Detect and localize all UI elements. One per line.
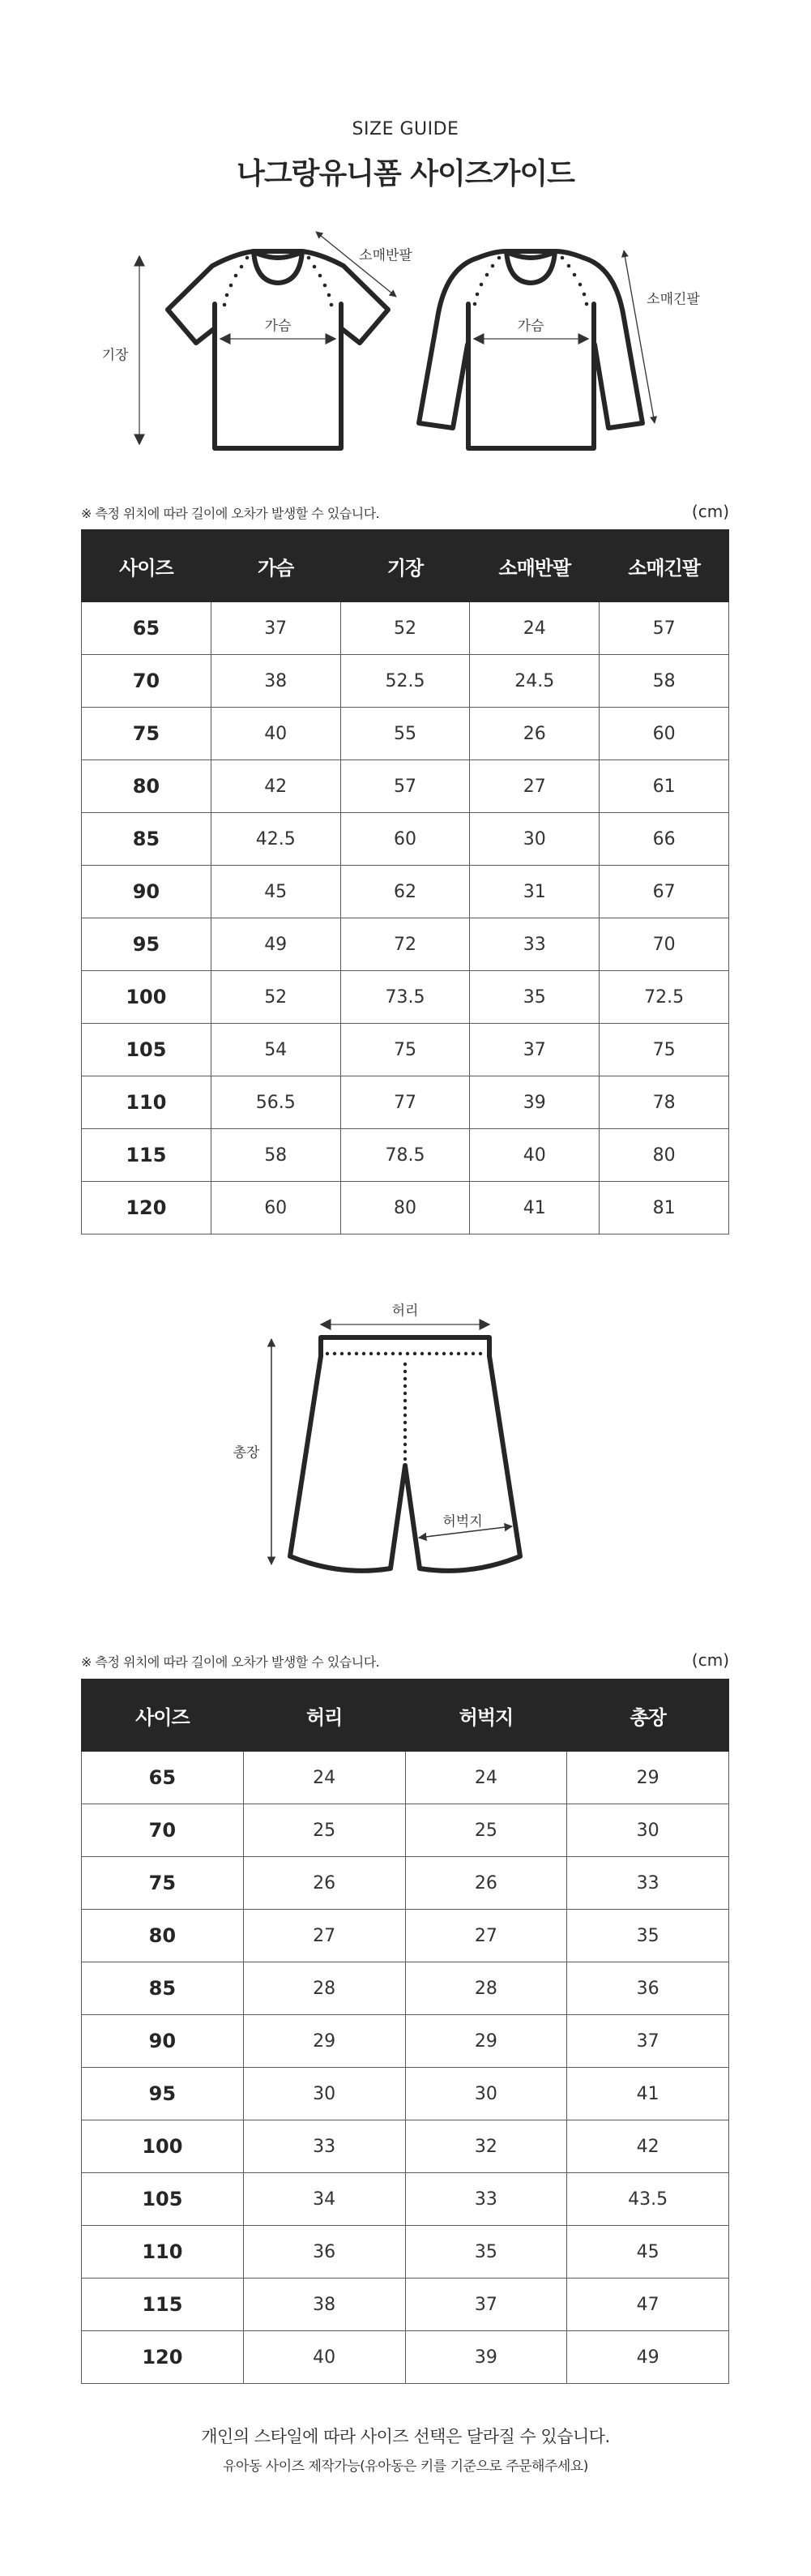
measurement-cell: 61	[600, 760, 729, 813]
size-cell: 70	[82, 655, 211, 708]
measurement-cell: 24	[405, 1752, 567, 1804]
measurement-cell: 67	[600, 866, 729, 918]
size-cell: 110	[82, 1076, 211, 1129]
measurement-cell: 27	[243, 1910, 405, 1962]
measurement-cell: 58	[600, 655, 729, 708]
size-cell: 80	[82, 760, 211, 813]
measurement-cell: 25	[405, 1804, 567, 1857]
measurement-cell: 27	[405, 1910, 567, 1962]
column-header-short-sleeve: 소매반팔	[470, 530, 600, 602]
table-row	[82, 2279, 729, 2331]
measurement-cell: 33	[405, 2173, 567, 2226]
column-header-thigh: 허벅지	[405, 1680, 567, 1752]
measurement-cell: 26	[243, 1857, 405, 1910]
measurement-cell: 78	[600, 1076, 729, 1129]
measurement-cell: 60	[600, 708, 729, 760]
column-header-long-sleeve: 소매긴팔	[600, 530, 729, 602]
measurement-cell: 29	[405, 2015, 567, 2068]
page-title: 나그랑유니폼 사이즈가이드	[237, 157, 574, 190]
measurement-cell: 72	[340, 918, 470, 971]
label-sleeve-short: 소매반팔	[359, 247, 412, 264]
measurement-cell: 34	[243, 2173, 405, 2226]
measurement-cell: 37	[211, 602, 340, 655]
measurement-cell: 36	[567, 1962, 729, 2015]
measurement-cell: 75	[600, 1024, 729, 1076]
measurement-cell: 35	[567, 1910, 729, 1962]
label-chest-short: 가슴	[264, 318, 292, 335]
measurement-cell: 33	[243, 2120, 405, 2173]
measurement-cell: 28	[243, 1962, 405, 2015]
size-cell: 95	[82, 918, 211, 971]
size-cell: 115	[82, 2279, 244, 2331]
measurement-cell: 42	[211, 760, 340, 813]
size-cell: 120	[82, 2331, 244, 2384]
measurement-cell: 45	[211, 866, 340, 918]
size-cell: 70	[82, 1804, 244, 1857]
measurement-cell: 43.5	[567, 2173, 729, 2226]
measurement-cell: 70	[600, 918, 729, 971]
measurement-cell: 37	[470, 1024, 600, 1076]
measurement-cell: 40	[211, 708, 340, 760]
measurement-cell: 40	[470, 1129, 600, 1182]
measurement-cell: 54	[211, 1024, 340, 1076]
measurement-cell: 60	[340, 813, 470, 866]
label-length: 기장	[101, 347, 129, 364]
measurement-cell: 80	[600, 1129, 729, 1182]
measurement-cell: 52	[211, 971, 340, 1024]
measurement-cell: 38	[243, 2279, 405, 2331]
measurement-cell: 33	[567, 1857, 729, 1910]
measurement-cell: 80	[340, 1182, 470, 1235]
measurement-cell: 81	[600, 1182, 729, 1235]
column-header-waist: 허리	[243, 1680, 405, 1752]
table-row	[82, 1962, 729, 2015]
measurement-cell: 75	[340, 1024, 470, 1076]
size-guide-subtitle: SIZE GUIDE	[352, 119, 459, 139]
measurement-cell: 41	[567, 2068, 729, 2120]
measurement-cell: 42.5	[211, 813, 340, 866]
table-row	[82, 1857, 729, 1910]
table-row	[82, 2173, 729, 2226]
measurement-cell: 42	[567, 2120, 729, 2173]
measurement-cell: 30	[243, 2068, 405, 2120]
measurement-cell: 38	[211, 655, 340, 708]
size-cell: 110	[82, 2226, 244, 2279]
measurement-cell: 30	[567, 1804, 729, 1857]
size-cell: 80	[82, 1910, 244, 1962]
measurement-cell: 57	[340, 760, 470, 813]
measurement-cell: 33	[470, 918, 600, 971]
table-row	[82, 2120, 729, 2173]
measurement-cell: 26	[470, 708, 600, 760]
size-cell: 90	[82, 866, 211, 918]
size-cell: 105	[82, 1024, 211, 1076]
measurement-cell: 49	[567, 2331, 729, 2384]
measurement-cell: 39	[470, 1076, 600, 1129]
size-cell: 65	[82, 1752, 244, 1804]
size-cell: 115	[82, 1129, 211, 1182]
measurement-cell: 30	[405, 2068, 567, 2120]
size-cell: 95	[82, 2068, 244, 2120]
column-header-size: 사이즈	[82, 530, 211, 602]
column-header-length: 기장	[340, 530, 470, 602]
waistband-dots	[326, 1352, 482, 1355]
measurement-cell: 60	[211, 1182, 340, 1235]
column-header-chest: 가슴	[211, 530, 340, 602]
measurement-cell: 57	[600, 602, 729, 655]
measurement-cell: 41	[470, 1182, 600, 1235]
measurement-cell: 27	[470, 760, 600, 813]
table-row	[82, 1910, 729, 1962]
measurement-cell: 55	[340, 708, 470, 760]
measurement-cell: 37	[567, 2015, 729, 2068]
measurement-cell: 78.5	[340, 1129, 470, 1182]
measurement-cell: 24.5	[470, 655, 600, 708]
measurement-cell: 72.5	[600, 971, 729, 1024]
measurement-cell: 36	[243, 2226, 405, 2279]
table-row	[82, 1752, 729, 1804]
measurement-cell: 30	[470, 813, 600, 866]
fly-dots	[403, 1363, 407, 1461]
measurement-cell: 49	[211, 918, 340, 971]
measurement-cell: 37	[405, 2279, 567, 2331]
size-cell: 100	[82, 971, 211, 1024]
measurement-cell: 24	[243, 1752, 405, 1804]
measurement-cell: 32	[405, 2120, 567, 2173]
table-row	[82, 2015, 729, 2068]
measurement-cell: 47	[567, 2279, 729, 2331]
measurement-cell: 73.5	[340, 971, 470, 1024]
measurement-cell: 52	[340, 602, 470, 655]
size-cell: 75	[82, 1857, 244, 1910]
label-total-length: 총장	[233, 1444, 260, 1461]
unit-label: (cm)	[691, 502, 729, 521]
label-thigh: 허벅지	[442, 1513, 483, 1530]
size-cell: 120	[82, 1182, 211, 1235]
bottoms-size-table	[81, 1679, 729, 2384]
label-sleeve-long: 소매긴팔	[647, 291, 700, 308]
measurement-cell: 45	[567, 2226, 729, 2279]
measurement-cell: 40	[243, 2331, 405, 2384]
column-header-size: 사이즈	[82, 1680, 244, 1752]
size-cell: 105	[82, 2173, 244, 2226]
measurement-cell: 35	[470, 971, 600, 1024]
measurement-cell: 56.5	[211, 1076, 340, 1129]
label-waist: 허리	[391, 1303, 419, 1320]
measurement-cell: 29	[243, 2015, 405, 2068]
measurement-cell: 35	[405, 2226, 567, 2279]
measurement-cell: 25	[243, 1804, 405, 1857]
size-cell: 85	[82, 813, 211, 866]
table-row	[82, 2068, 729, 2120]
measurement-cell: 29	[567, 1752, 729, 1804]
unit-label-bottom: (cm)	[691, 1650, 729, 1670]
measurement-cell: 58	[211, 1129, 340, 1182]
measurement-cell: 52.5	[340, 655, 470, 708]
measurement-cell: 62	[340, 866, 470, 918]
measurement-cell: 28	[405, 1962, 567, 2015]
measurement-note-bottom: ※ 측정 위치에 따라 길이에 오차가 발생할 수 있습니다.	[81, 1654, 380, 1670]
size-cell: 65	[82, 602, 211, 655]
table-row	[82, 2331, 729, 2384]
table-row	[82, 1804, 729, 1857]
measurement-cell: 26	[405, 1857, 567, 1910]
measurement-cell: 31	[470, 866, 600, 918]
measurement-cell: 24	[470, 602, 600, 655]
table-header-row	[82, 1680, 729, 1752]
measurement-cell: 39	[405, 2331, 567, 2384]
size-cell: 85	[82, 1962, 244, 2015]
size-cell: 100	[82, 2120, 244, 2173]
column-header-total-length: 총장	[567, 1680, 729, 1752]
footer-kids-note: 유아동 사이즈 제작가능(유아동은 키를 기준으로 주문해주세요)	[223, 2458, 588, 2475]
footer-style-note: 개인의 스타일에 따라 사이즈 선택은 달라질 수 있습니다.	[201, 2427, 610, 2446]
table-row	[82, 2226, 729, 2279]
size-cell: 75	[82, 708, 211, 760]
measurement-cell: 77	[340, 1076, 470, 1129]
size-cell: 90	[82, 2015, 244, 2068]
label-chest-long: 가슴	[517, 318, 544, 335]
measurement-cell: 66	[600, 813, 729, 866]
measurement-note: ※ 측정 위치에 따라 길이에 오차가 발생할 수 있습니다.	[81, 506, 380, 521]
